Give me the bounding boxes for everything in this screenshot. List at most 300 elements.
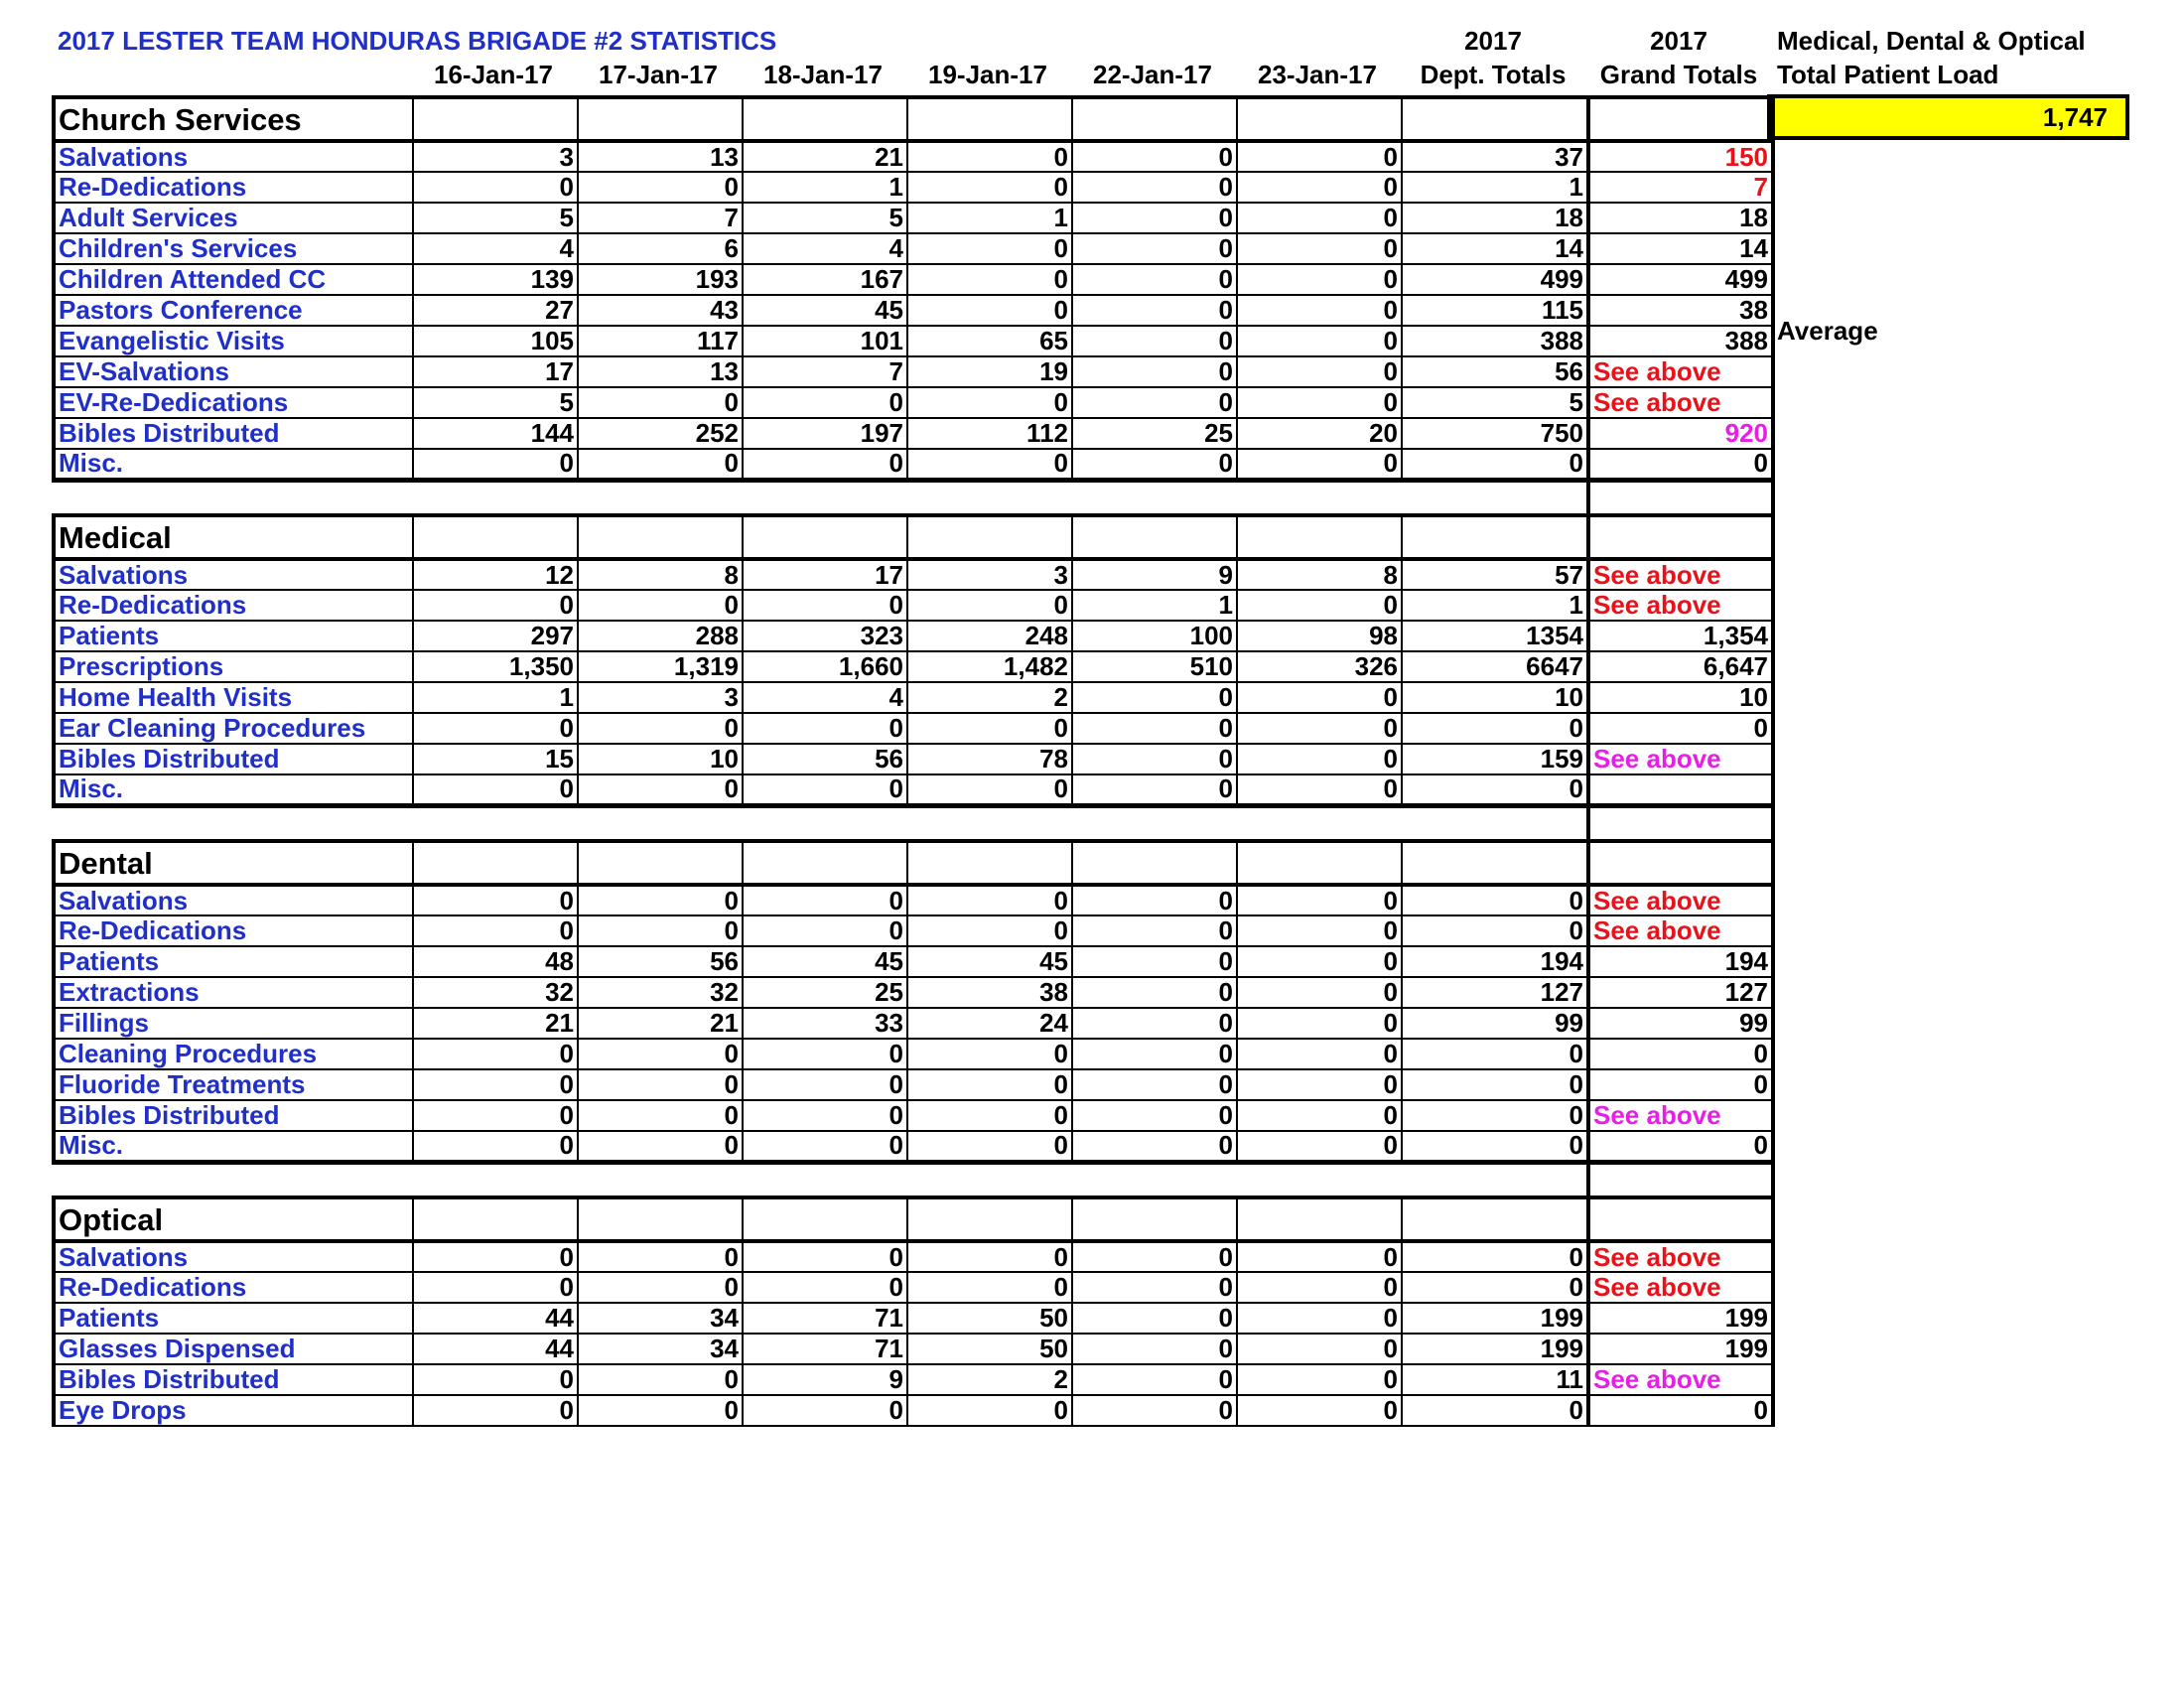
header-empty-cell <box>578 1197 743 1241</box>
day-value-cell: 21 <box>743 141 907 172</box>
day-value-cell: 2 <box>907 1364 1072 1395</box>
day-value-cell: 3 <box>578 682 743 713</box>
day-value-cell: 0 <box>1072 1008 1237 1039</box>
date-header-1: 16-Jan-17 <box>434 60 553 89</box>
spacer-cell <box>54 1162 413 1197</box>
dept-total-cell: 37 <box>1402 141 1588 172</box>
day-value-cell: 0 <box>1237 1364 1402 1395</box>
spacer-cell <box>413 480 578 515</box>
row-label: Bibles Distributed <box>54 418 413 449</box>
day-value-cell: 3 <box>907 559 1072 590</box>
row-label: Bibles Distributed <box>54 744 413 774</box>
spacer-cell <box>1072 805 1237 841</box>
day-value-cell: 0 <box>1072 1334 1237 1364</box>
day-value-cell: 0 <box>578 774 743 805</box>
dept-total-cell: 0 <box>1402 885 1588 915</box>
day-value-cell: 0 <box>1072 141 1237 172</box>
day-value-cell: 105 <box>413 326 578 356</box>
row-label: Fluoride Treatments <box>54 1069 413 1100</box>
day-value-cell: 248 <box>907 621 1072 651</box>
header-empty-cell <box>1237 97 1402 141</box>
table-row <box>54 387 1773 418</box>
header-empty-cell <box>907 515 1072 559</box>
day-value-cell: 0 <box>1237 774 1402 805</box>
row-label: EV-Re-Dedications <box>54 387 413 418</box>
day-value-cell: 0 <box>1237 915 1402 946</box>
row-label: Ear Cleaning Procedures <box>54 713 413 744</box>
table-row <box>54 233 1773 264</box>
day-value-cell: 100 <box>1072 621 1237 651</box>
day-value-cell: 0 <box>907 1131 1072 1162</box>
day-value-cell: 0 <box>413 1272 578 1303</box>
day-value-cell: 323 <box>743 621 907 651</box>
day-value-cell: 167 <box>743 264 907 295</box>
day-value-cell: 17 <box>413 356 578 387</box>
day-value-cell: 0 <box>1072 233 1237 264</box>
table-row <box>54 356 1773 387</box>
day-value-cell: 0 <box>1237 295 1402 326</box>
grand-total-cell: See above <box>1588 744 1773 774</box>
day-value-cell: 0 <box>907 590 1072 621</box>
day-value-cell: 45 <box>743 946 907 977</box>
grand-total-cell: 1,354 <box>1588 621 1773 651</box>
grand-total-cell: 0 <box>1588 1395 1773 1426</box>
day-value-cell: 0 <box>907 387 1072 418</box>
day-value-cell: 0 <box>1237 885 1402 915</box>
dept-total-cell: 499 <box>1402 264 1588 295</box>
header-empty-cell <box>1237 515 1402 559</box>
day-value-cell: 0 <box>1237 264 1402 295</box>
day-value-cell: 32 <box>578 977 743 1008</box>
day-value-cell: 0 <box>907 713 1072 744</box>
day-value-cell: 0 <box>907 172 1072 203</box>
grand-total-cell: See above <box>1588 356 1773 387</box>
day-value-cell: 112 <box>907 418 1072 449</box>
day-value-cell: 9 <box>743 1364 907 1395</box>
dept-total-cell: 0 <box>1402 1069 1588 1100</box>
day-value-cell: 288 <box>578 621 743 651</box>
day-value-cell: 0 <box>1237 744 1402 774</box>
grand-total-cell: 38 <box>1588 295 1773 326</box>
dept-total-cell: 11 <box>1402 1364 1588 1395</box>
day-value-cell: 13 <box>578 356 743 387</box>
day-value-cell: 0 <box>907 1272 1072 1303</box>
day-value-cell: 56 <box>578 946 743 977</box>
day-value-cell: 0 <box>1237 1241 1402 1272</box>
day-value-cell: 0 <box>1072 1303 1237 1334</box>
day-value-cell: 326 <box>1237 651 1402 682</box>
day-value-cell: 139 <box>413 264 578 295</box>
day-value-cell: 2 <box>907 682 1072 713</box>
table-row <box>54 1069 1773 1100</box>
day-value-cell: 0 <box>1237 172 1402 203</box>
table-row <box>54 1272 1773 1303</box>
day-value-cell: 117 <box>578 326 743 356</box>
day-value-cell: 0 <box>1072 1100 1237 1131</box>
day-value-cell: 0 <box>1072 774 1237 805</box>
table-row <box>54 915 1773 946</box>
grand-total-cell: See above <box>1588 915 1773 946</box>
row-label: Re-Dedications <box>54 590 413 621</box>
day-value-cell: 0 <box>1072 203 1237 233</box>
day-value-cell: 4 <box>743 233 907 264</box>
header-empty-cell <box>413 1197 578 1241</box>
day-value-cell: 38 <box>907 977 1072 1008</box>
table-row <box>54 1100 1773 1131</box>
row-label: Bibles Distributed <box>54 1100 413 1131</box>
day-value-cell: 0 <box>907 1241 1072 1272</box>
dept-total-cell: 0 <box>1402 915 1588 946</box>
table-row <box>54 326 1773 356</box>
dept-total-cell: 0 <box>1402 1039 1588 1069</box>
grand-total-cell: 388 <box>1588 326 1773 356</box>
header-empty-cell <box>743 97 907 141</box>
day-value-cell: 0 <box>1237 1100 1402 1131</box>
section-title: Dental <box>54 841 413 885</box>
day-value-cell: 0 <box>413 1039 578 1069</box>
day-value-cell: 9 <box>1072 559 1237 590</box>
row-label: Re-Dedications <box>54 915 413 946</box>
day-value-cell: 0 <box>1237 590 1402 621</box>
table-row <box>54 203 1773 233</box>
spacer-cell <box>1402 1162 1588 1197</box>
dept-total-cell: 56 <box>1402 356 1588 387</box>
day-value-cell: 0 <box>743 590 907 621</box>
day-value-cell: 0 <box>413 172 578 203</box>
day-value-cell: 0 <box>907 141 1072 172</box>
day-value-cell: 0 <box>578 1241 743 1272</box>
day-value-cell: 17 <box>743 559 907 590</box>
dept-total-cell: 194 <box>1402 946 1588 977</box>
day-value-cell: 0 <box>578 449 743 480</box>
date-header-3: 18-Jan-17 <box>763 60 883 89</box>
dept-total-cell: 388 <box>1402 326 1588 356</box>
day-value-cell: 0 <box>413 915 578 946</box>
header-empty-cell <box>1588 841 1773 885</box>
row-label: Pastors Conference <box>54 295 413 326</box>
table-row <box>54 885 1773 915</box>
grand-total-cell: See above <box>1588 559 1773 590</box>
day-value-cell: 8 <box>1237 559 1402 590</box>
row-label: Glasses Dispensed <box>54 1334 413 1364</box>
dept-total-cell: 5 <box>1402 387 1588 418</box>
day-value-cell: 0 <box>1237 1131 1402 1162</box>
spacer-cell <box>578 1162 743 1197</box>
spacer-cell <box>1402 805 1588 841</box>
table-row <box>54 1039 1773 1069</box>
grand-total-cell: 920 <box>1588 418 1773 449</box>
day-value-cell: 5 <box>413 203 578 233</box>
day-value-cell: 0 <box>1072 449 1237 480</box>
row-label: Salvations <box>54 141 413 172</box>
dept-total-cell: 0 <box>1402 449 1588 480</box>
header-empty-cell <box>1072 1197 1237 1241</box>
header-empty-cell <box>1072 97 1237 141</box>
day-value-cell: 12 <box>413 559 578 590</box>
day-value-cell: 1 <box>1072 590 1237 621</box>
grand-total-cell: 0 <box>1588 713 1773 744</box>
header-empty-cell <box>413 97 578 141</box>
day-value-cell: 8 <box>578 559 743 590</box>
day-value-cell: 0 <box>1072 1272 1237 1303</box>
section-title: Church Services <box>54 97 413 141</box>
day-value-cell: 0 <box>907 1395 1072 1426</box>
row-label: Misc. <box>54 1131 413 1162</box>
day-value-cell: 0 <box>1237 1008 1402 1039</box>
day-value-cell: 193 <box>578 264 743 295</box>
day-value-cell: 0 <box>1237 1039 1402 1069</box>
day-value-cell: 48 <box>413 946 578 977</box>
header-empty-cell <box>1402 841 1588 885</box>
dept-total-cell: 99 <box>1402 1008 1588 1039</box>
day-value-cell: 0 <box>578 1272 743 1303</box>
day-value-cell: 1 <box>907 203 1072 233</box>
day-value-cell: 0 <box>1237 682 1402 713</box>
day-value-cell: 0 <box>907 774 1072 805</box>
table-row <box>54 590 1773 621</box>
day-value-cell: 24 <box>907 1008 1072 1039</box>
day-value-cell: 45 <box>907 946 1072 977</box>
day-value-cell: 33 <box>743 1008 907 1039</box>
day-value-cell: 0 <box>578 713 743 744</box>
day-value-cell: 98 <box>1237 621 1402 651</box>
row-label: Fillings <box>54 1008 413 1039</box>
day-value-cell: 0 <box>1072 915 1237 946</box>
sheet-title: 2017 LESTER TEAM HONDURAS BRIGADE #2 STATISTICS <box>58 26 777 56</box>
dept-total-cell: 127 <box>1402 977 1588 1008</box>
day-value-cell: 15 <box>413 744 578 774</box>
table-row <box>54 744 1773 774</box>
day-value-cell: 0 <box>413 885 578 915</box>
day-value-cell: 0 <box>907 915 1072 946</box>
dept-total-cell: 0 <box>1402 1100 1588 1131</box>
header-empty-cell <box>907 841 1072 885</box>
dept-total-cell: 750 <box>1402 418 1588 449</box>
day-value-cell: 50 <box>907 1303 1072 1334</box>
day-value-cell: 0 <box>743 1241 907 1272</box>
day-value-cell: 4 <box>743 682 907 713</box>
header-empty-cell <box>907 1197 1072 1241</box>
day-value-cell: 0 <box>578 590 743 621</box>
section-header-optical <box>54 1197 1773 1241</box>
row-label: Prescriptions <box>54 651 413 682</box>
dept-total-cell: 1354 <box>1402 621 1588 651</box>
grand-total-cell: 7 <box>1588 172 1773 203</box>
section-title: Optical <box>54 1197 413 1241</box>
day-value-cell: 71 <box>743 1303 907 1334</box>
day-value-cell: 56 <box>743 744 907 774</box>
table-row <box>54 1131 1773 1162</box>
section-header-medical <box>54 515 1773 559</box>
grand-total-cell: 199 <box>1588 1303 1773 1334</box>
table-row <box>54 1303 1773 1334</box>
row-label: Misc. <box>54 449 413 480</box>
section-title: Medical <box>54 515 413 559</box>
day-value-cell: 0 <box>1072 387 1237 418</box>
day-value-cell: 0 <box>1237 449 1402 480</box>
day-value-cell: 0 <box>907 449 1072 480</box>
day-value-cell: 0 <box>413 1241 578 1272</box>
row-label: Patients <box>54 621 413 651</box>
dept-total-cell: 159 <box>1402 744 1588 774</box>
header-empty-cell <box>1588 97 1773 141</box>
grand-total-cell: 150 <box>1588 141 1773 172</box>
day-value-cell: 0 <box>907 1069 1072 1100</box>
day-value-cell: 0 <box>1237 141 1402 172</box>
row-label: Children Attended CC <box>54 264 413 295</box>
day-value-cell: 144 <box>413 418 578 449</box>
day-value-cell: 32 <box>413 977 578 1008</box>
day-value-cell: 13 <box>578 141 743 172</box>
date-header-2: 17-Jan-17 <box>599 60 718 89</box>
day-value-cell: 0 <box>413 713 578 744</box>
day-value-cell: 101 <box>743 326 907 356</box>
dept-total-cell: 18 <box>1402 203 1588 233</box>
dept-totals-header: Dept. Totals <box>1420 60 1567 89</box>
day-value-cell: 0 <box>907 1100 1072 1131</box>
grand-total-cell: 0 <box>1588 1131 1773 1162</box>
table-row <box>54 651 1773 682</box>
row-label: Children's Services <box>54 233 413 264</box>
day-value-cell: 0 <box>743 915 907 946</box>
day-value-cell: 20 <box>1237 418 1402 449</box>
day-value-cell: 0 <box>578 1364 743 1395</box>
day-value-cell: 71 <box>743 1334 907 1364</box>
total-patient-load-value: 1,747 <box>1767 94 2129 140</box>
header-empty-cell <box>1072 841 1237 885</box>
day-value-cell: 1,350 <box>413 651 578 682</box>
header-empty-cell <box>1588 1197 1773 1241</box>
spacer-cell <box>1588 805 1773 841</box>
dept-total-cell: 6647 <box>1402 651 1588 682</box>
spacer-cell <box>578 480 743 515</box>
dept-total-cell: 199 <box>1402 1334 1588 1364</box>
header-empty-cell <box>1402 1197 1588 1241</box>
day-value-cell: 19 <box>907 356 1072 387</box>
day-value-cell: 21 <box>578 1008 743 1039</box>
header-empty-cell <box>1588 515 1773 559</box>
spacer-cell <box>743 1162 907 1197</box>
table-row <box>54 713 1773 744</box>
day-value-cell: 0 <box>743 774 907 805</box>
day-value-cell: 0 <box>413 1131 578 1162</box>
day-value-cell: 0 <box>413 449 578 480</box>
grand-total-cell: 127 <box>1588 977 1773 1008</box>
dept-total-cell: 10 <box>1402 682 1588 713</box>
spacer-cell <box>1072 1162 1237 1197</box>
day-value-cell: 25 <box>1072 418 1237 449</box>
day-value-cell: 6 <box>578 233 743 264</box>
day-value-cell: 0 <box>1072 1131 1237 1162</box>
section-spacer <box>54 805 1773 841</box>
day-value-cell: 1 <box>743 172 907 203</box>
day-value-cell: 0 <box>1237 1272 1402 1303</box>
table-row <box>54 1008 1773 1039</box>
grand-total-cell: See above <box>1588 387 1773 418</box>
day-value-cell: 0 <box>578 1131 743 1162</box>
dept-total-cell: 0 <box>1402 774 1588 805</box>
header-empty-cell <box>907 97 1072 141</box>
date-header-6: 23-Jan-17 <box>1258 60 1377 89</box>
row-label: Home Health Visits <box>54 682 413 713</box>
spacer-cell <box>907 480 1072 515</box>
grand-total-cell <box>1588 774 1773 805</box>
table-row <box>54 1395 1773 1426</box>
day-value-cell: 0 <box>1072 1395 1237 1426</box>
dept-total-cell: 0 <box>1402 713 1588 744</box>
row-label: Salvations <box>54 1241 413 1272</box>
day-value-cell: 1,660 <box>743 651 907 682</box>
day-value-cell: 25 <box>743 977 907 1008</box>
row-label: Adult Services <box>54 203 413 233</box>
day-value-cell: 21 <box>413 1008 578 1039</box>
spacer-cell <box>1237 1162 1402 1197</box>
day-value-cell: 10 <box>578 744 743 774</box>
table-row <box>54 682 1773 713</box>
day-value-cell: 0 <box>1072 744 1237 774</box>
grand-total-cell: 194 <box>1588 946 1773 977</box>
day-value-cell: 7 <box>578 203 743 233</box>
day-value-cell: 0 <box>578 915 743 946</box>
table-row <box>54 774 1773 805</box>
day-value-cell: 0 <box>413 1069 578 1100</box>
row-label: Evangelistic Visits <box>54 326 413 356</box>
dept-totals-year: 2017 <box>1464 26 1522 56</box>
day-value-cell: 0 <box>1237 203 1402 233</box>
dept-total-cell: 0 <box>1402 1395 1588 1426</box>
table-row <box>54 621 1773 651</box>
header-empty-cell <box>743 841 907 885</box>
day-value-cell: 78 <box>907 744 1072 774</box>
row-label: Re-Dedications <box>54 1272 413 1303</box>
header-empty-cell <box>1237 841 1402 885</box>
day-value-cell: 0 <box>1237 326 1402 356</box>
day-value-cell: 0 <box>743 1131 907 1162</box>
day-value-cell: 0 <box>1237 356 1402 387</box>
dept-total-cell: 0 <box>1402 1241 1588 1272</box>
day-value-cell: 0 <box>1072 264 1237 295</box>
day-value-cell: 0 <box>743 1100 907 1131</box>
grand-total-cell: 99 <box>1588 1008 1773 1039</box>
day-value-cell: 0 <box>1237 1395 1402 1426</box>
table-row <box>54 264 1773 295</box>
day-value-cell: 0 <box>1072 1364 1237 1395</box>
day-value-cell: 27 <box>413 295 578 326</box>
spacer-cell <box>54 805 413 841</box>
day-value-cell: 34 <box>578 1303 743 1334</box>
grand-total-cell: 10 <box>1588 682 1773 713</box>
day-value-cell: 0 <box>1072 172 1237 203</box>
day-value-cell: 1,319 <box>578 651 743 682</box>
header-empty-cell <box>1402 97 1588 141</box>
header-empty-cell <box>413 515 578 559</box>
day-value-cell: 45 <box>743 295 907 326</box>
section-header-dental <box>54 841 1773 885</box>
table-row <box>54 295 1773 326</box>
day-value-cell: 0 <box>413 1364 578 1395</box>
patient-load-header-line1: Medical, Dental & Optical <box>1777 26 2086 56</box>
day-value-cell: 0 <box>578 172 743 203</box>
day-value-cell: 0 <box>578 1069 743 1100</box>
day-value-cell: 0 <box>1072 1069 1237 1100</box>
day-value-cell: 0 <box>907 885 1072 915</box>
header-empty-cell <box>743 1197 907 1241</box>
grand-totals-year: 2017 <box>1650 26 1707 56</box>
table-row <box>54 172 1773 203</box>
day-value-cell: 0 <box>907 295 1072 326</box>
row-label: Patients <box>54 946 413 977</box>
row-label: Re-Dedications <box>54 172 413 203</box>
